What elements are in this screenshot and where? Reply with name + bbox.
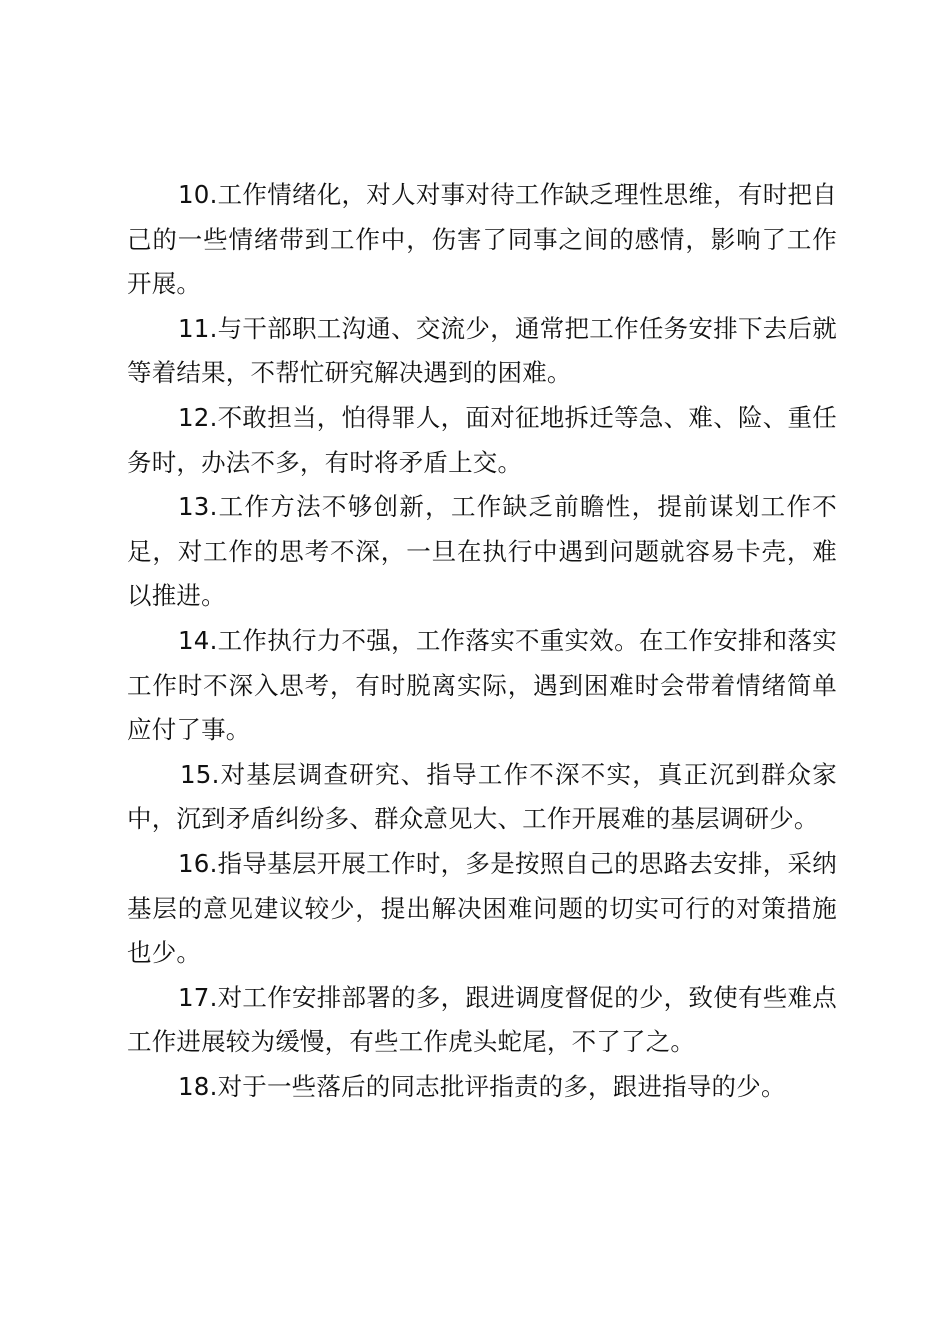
paragraph-16: 16.指导基层开展工作时，多是按照自己的思路去安排，采纳基层的意见建议较少，提出解决困难问题的切实可行的对策措施也少。 <box>127 848 837 968</box>
paragraph-10: 10.工作情绪化，对人对事对待工作缺乏理性思维，有时把自己的一些情绪带到工作中，伤害了同事之间的感情，影响了工作开展。 <box>127 180 837 299</box>
paragraph-18: 18.对于一些落后的同志批评指责的多，跟进指导的少。 <box>178 1071 786 1101</box>
paragraph-13: 13.工作方法不够创新，工作缺乏前瞻性，提前谋划工作不足，对工作的思考不深，一旦在执行中遇到问题就容易卡壳，难以推进。 <box>127 492 837 611</box>
document-body <box>127 173 837 1109</box>
paragraph-17: 17.对工作安排部署的多，跟进调度督促的少，致使有些难点工作进展较为缓慢，有些工作虎头蛇尾，不了了之。 <box>127 982 837 1057</box>
paragraph-15: 15.对基层调查研究、指导工作不深不实，真正沉到群众家中，沉到矛盾纠纷多、群众意见大、工作开展难的基层调研少。 <box>127 759 837 834</box>
paragraph-12: 12.不敢担当，怕得罪人，面对征地拆迁等急、难、险、重任务时，办法不多，有时将矛盾上交。 <box>127 402 837 477</box>
paragraph-11: 11.与干部职工沟通、交流少，通常把工作任务安排下去后就等着结果，不帮忙研究解决遇到的困难。 <box>127 313 837 388</box>
paragraph-14: 14.工作执行力不强，工作落实不重实效。在工作安排和落实工作时不深入思考，有时脱离实际，遇到困难时会带着情绪简单应付了事。 <box>127 625 837 745</box>
